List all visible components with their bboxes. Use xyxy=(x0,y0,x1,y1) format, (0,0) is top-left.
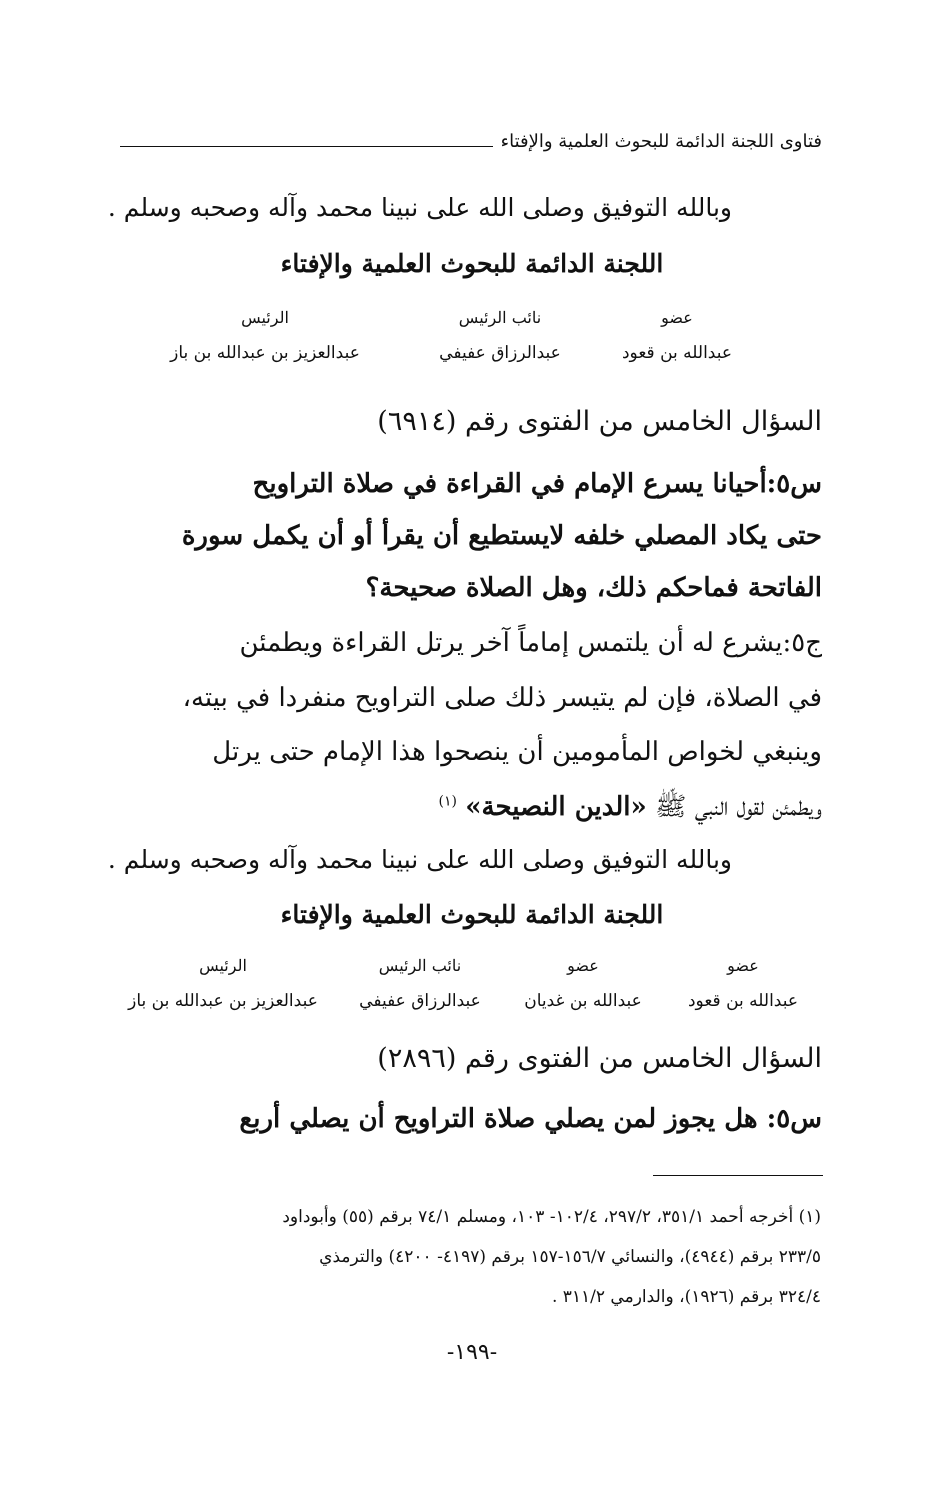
footnote-rule xyxy=(653,1175,823,1176)
answer-line: ج٥:يشرع له أن يلتمس إماماً آخر يرتل القراءة ويطمئن xyxy=(239,628,822,658)
fatwa-heading-2: السؤال الخامس من الفتوى رقم (٢٨٩٦) xyxy=(377,1043,822,1074)
signatory-1-2 xyxy=(410,308,590,363)
question-line: الفاتحة فماحكم ذلك، وهل الصلاة صحيحة؟ xyxy=(365,573,822,603)
closing-formula-1: وبالله التوفيق وصلى الله على نبينا محمد وآله وصحبه وسلم . xyxy=(107,193,732,222)
signatory-role: الرئيس xyxy=(199,956,247,975)
signatory-role: نائب الرئيس xyxy=(378,956,462,975)
hadith-quote: «الدين النصيحة» xyxy=(465,792,647,822)
signatory-name: عبدالعزيز بن عبدالله بن باز xyxy=(170,343,360,363)
signatory-1-3 xyxy=(150,308,380,363)
question-line: س٥:أحيانا يسرع الإمام في القراءة في صلاة التراويح xyxy=(252,469,822,499)
signatory-2-2 xyxy=(508,956,658,1011)
question-line: س٥: هل يجوز لمن يصلي صلاة التراويح أن يصلي أربع xyxy=(239,1104,822,1134)
signatory-2-1 xyxy=(668,956,818,1011)
signatory-role: نائب الرئيس xyxy=(458,308,542,327)
page-number: -١٩٩- xyxy=(446,1340,498,1365)
footnote-ref: (١) xyxy=(438,793,458,810)
header-rule xyxy=(120,146,493,147)
answer-line: في الصلاة، فإن لم يتيسر ذلك صلى التراويح منفردا في بيته، xyxy=(182,683,822,713)
footnote-line: ٣٢٤/٤ برقم (١٩٢٦)، والدارمي ٣١١/٢ . xyxy=(551,1287,821,1307)
signatory-role: الرئيس xyxy=(241,308,289,327)
footnote-line: ٢٣٣/٥ برقم (٤٩٤٤)، والنسائي ١٥٦/٧-١٥٧ برقم (٤١٩٧- ٤٢٠٠) والترمذي xyxy=(319,1247,821,1267)
signatory-2-3 xyxy=(340,956,500,1011)
answer-line: وينبغي لخواص المأمومين أن ينصحوا هذا الإمام حتى يرتل xyxy=(212,737,822,767)
signatory-name: عبدالله بن غديان xyxy=(524,991,642,1011)
answer-line-last xyxy=(439,790,822,828)
signatory-name: عبدالرزاق عفيفي xyxy=(359,991,481,1011)
header-title: فتاوى اللجنة الدائمة للبحوث العلمية والإفتاء xyxy=(500,130,822,152)
committee-name-1: اللجنة الدائمة للبحوث العلمية والإفتاء xyxy=(280,249,664,278)
signatory-1-1 xyxy=(587,308,767,363)
footnote-line: (١) أخرجه أحمد ٣٥١/١، ٢٩٧/٢، ١٠٢/٤- ١٠٣، ومسلم ٧٤/١ برقم (٥٥) وأبوداود xyxy=(282,1207,821,1227)
answer-text: ويطمئن لقول النبي ﷺ xyxy=(655,792,822,822)
signatory-name: عبدالله بن قعود xyxy=(687,991,798,1011)
signatory-2-4 xyxy=(118,956,328,1011)
committee-name-2: اللجنة الدائمة للبحوث العلمية والإفتاء xyxy=(280,900,664,929)
signatory-role: عضو xyxy=(661,308,693,327)
signatory-name: عبدالله بن قعود xyxy=(621,343,732,363)
signatory-role: عضو xyxy=(727,956,759,975)
signatory-role: عضو xyxy=(567,956,599,975)
closing-formula-2: وبالله التوفيق وصلى الله على نبينا محمد وآله وصحبه وسلم . xyxy=(107,845,732,874)
running-header xyxy=(120,124,822,158)
question-line: حتى يكاد المصلي خلفه لايستطيع أن يقرأ أو أن يكمل سورة xyxy=(181,521,822,551)
signatory-name: عبدالرزاق عفيفي xyxy=(439,343,561,363)
fatwa-heading-1: السؤال الخامس من الفتوى رقم (٦٩١٤) xyxy=(377,406,822,437)
signatory-name: عبدالعزيز بن عبدالله بن باز xyxy=(128,991,318,1011)
